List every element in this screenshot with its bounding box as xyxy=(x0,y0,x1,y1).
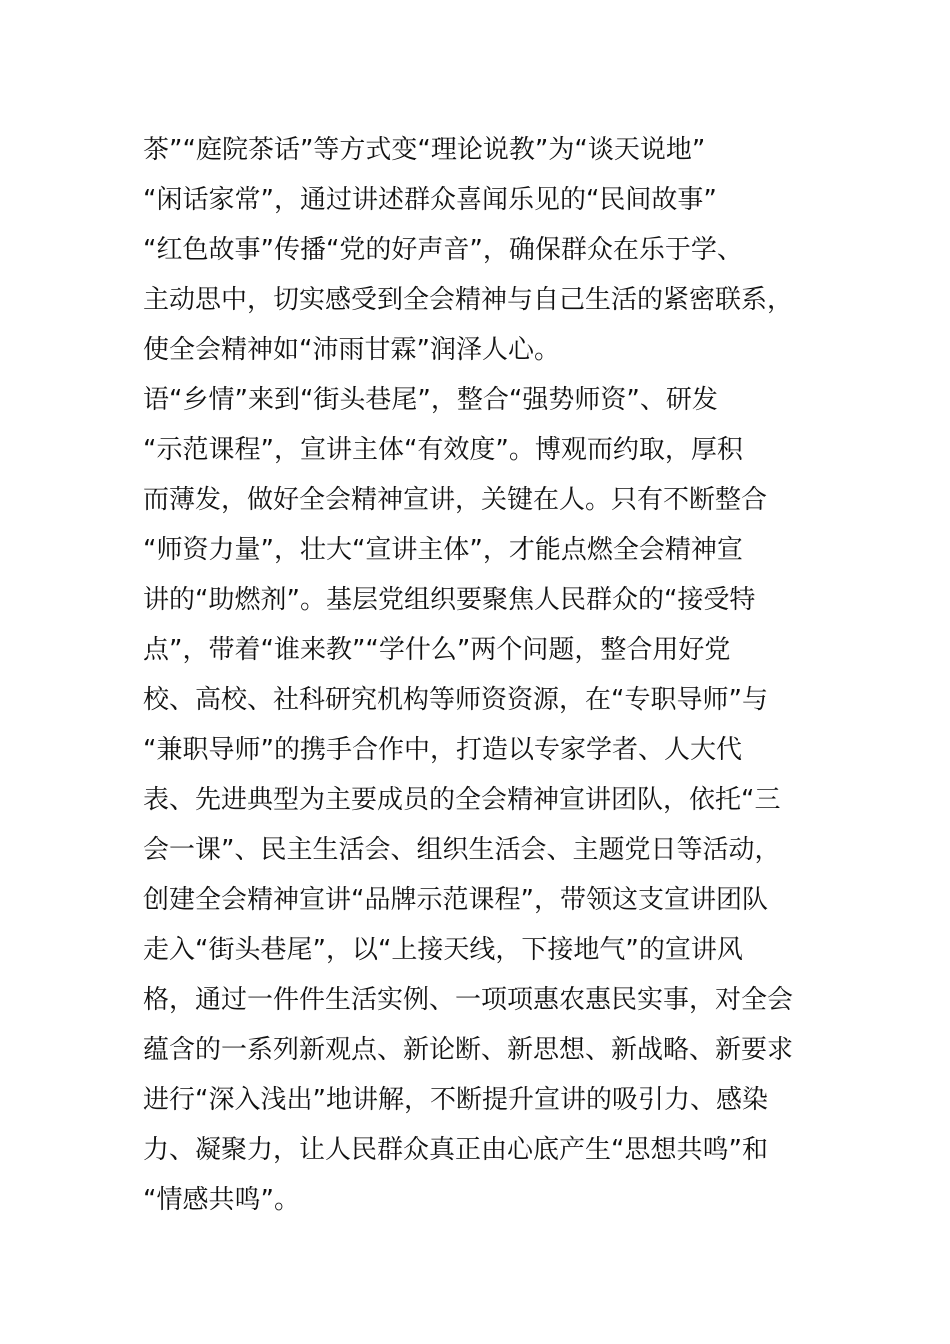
text-line: 表、先进典型为主要成员的全会精神宣讲团队，依托“三 xyxy=(143,785,781,815)
text-line: 进行“深入浅出”地讲解，不断提升宣讲的吸引力、感染 xyxy=(143,1085,768,1115)
text-line: 会一课”、民主生活会、组织生活会、主题党日等活动， xyxy=(143,835,781,865)
paragraph-start-line: 语“乡情”来到“街头巷尾”，整合“强势师资”、研发 xyxy=(143,385,718,415)
text-line: 创建全会精神宣讲“品牌示范课程”，带领这支宣讲团队 xyxy=(143,885,768,915)
text-line: “示范课程”，宣讲主体“有效度”。博观而约取，厚积 xyxy=(143,435,743,465)
text-line: “情感共鸣”。 xyxy=(143,1185,300,1215)
text-line: 主动思中，切实感受到全会精神与自己生活的紧密联系， xyxy=(143,285,794,315)
text-line: 点”，带着“谁来教”“学什么”两个问题，整合用好党 xyxy=(143,635,731,665)
text-line: “红色故事”传播“党的好声音”，确保群众在乐于学、 xyxy=(143,235,743,265)
text-line: 校、高校、社科研究机构等师资资源，在“专职导师”与 xyxy=(143,685,768,715)
text-line: 而薄发，做好全会精神宣讲，关键在人。只有不断整合 xyxy=(143,485,768,515)
text-line: 茶”“庭院茶话”等方式变“理论说教”为“谈天说地” xyxy=(143,135,706,165)
text-line: 走入“街头巷尾”，以“上接天线，下接地气”的宣讲风 xyxy=(143,935,743,965)
text-line: 讲的“助燃剂”。基层党组织要聚焦人民群众的“接受特 xyxy=(143,585,756,615)
text-line: “兼职导师”的携手合作中，打造以专家学者、人大代 xyxy=(143,735,742,765)
text-line: “闲话家常”，通过讲述群众喜闻乐见的“民间故事” xyxy=(143,185,717,215)
text-line: 使全会精神如“沛雨甘霖”润泽人心。 xyxy=(143,335,560,365)
text-line: 蕴含的一系列新观点、新论断、新思想、新战略、新要求 xyxy=(143,1035,794,1065)
text-line: 格，通过一件件生活实例、一项项惠农惠民实事，对全会 xyxy=(143,985,794,1015)
text-line: “师资力量”，壮大“宣讲主体”，才能点燃全会精神宣 xyxy=(143,535,743,565)
text-line: 力、凝聚力，让人民群众真正由心底产生“思想共鸣”和 xyxy=(143,1135,768,1165)
